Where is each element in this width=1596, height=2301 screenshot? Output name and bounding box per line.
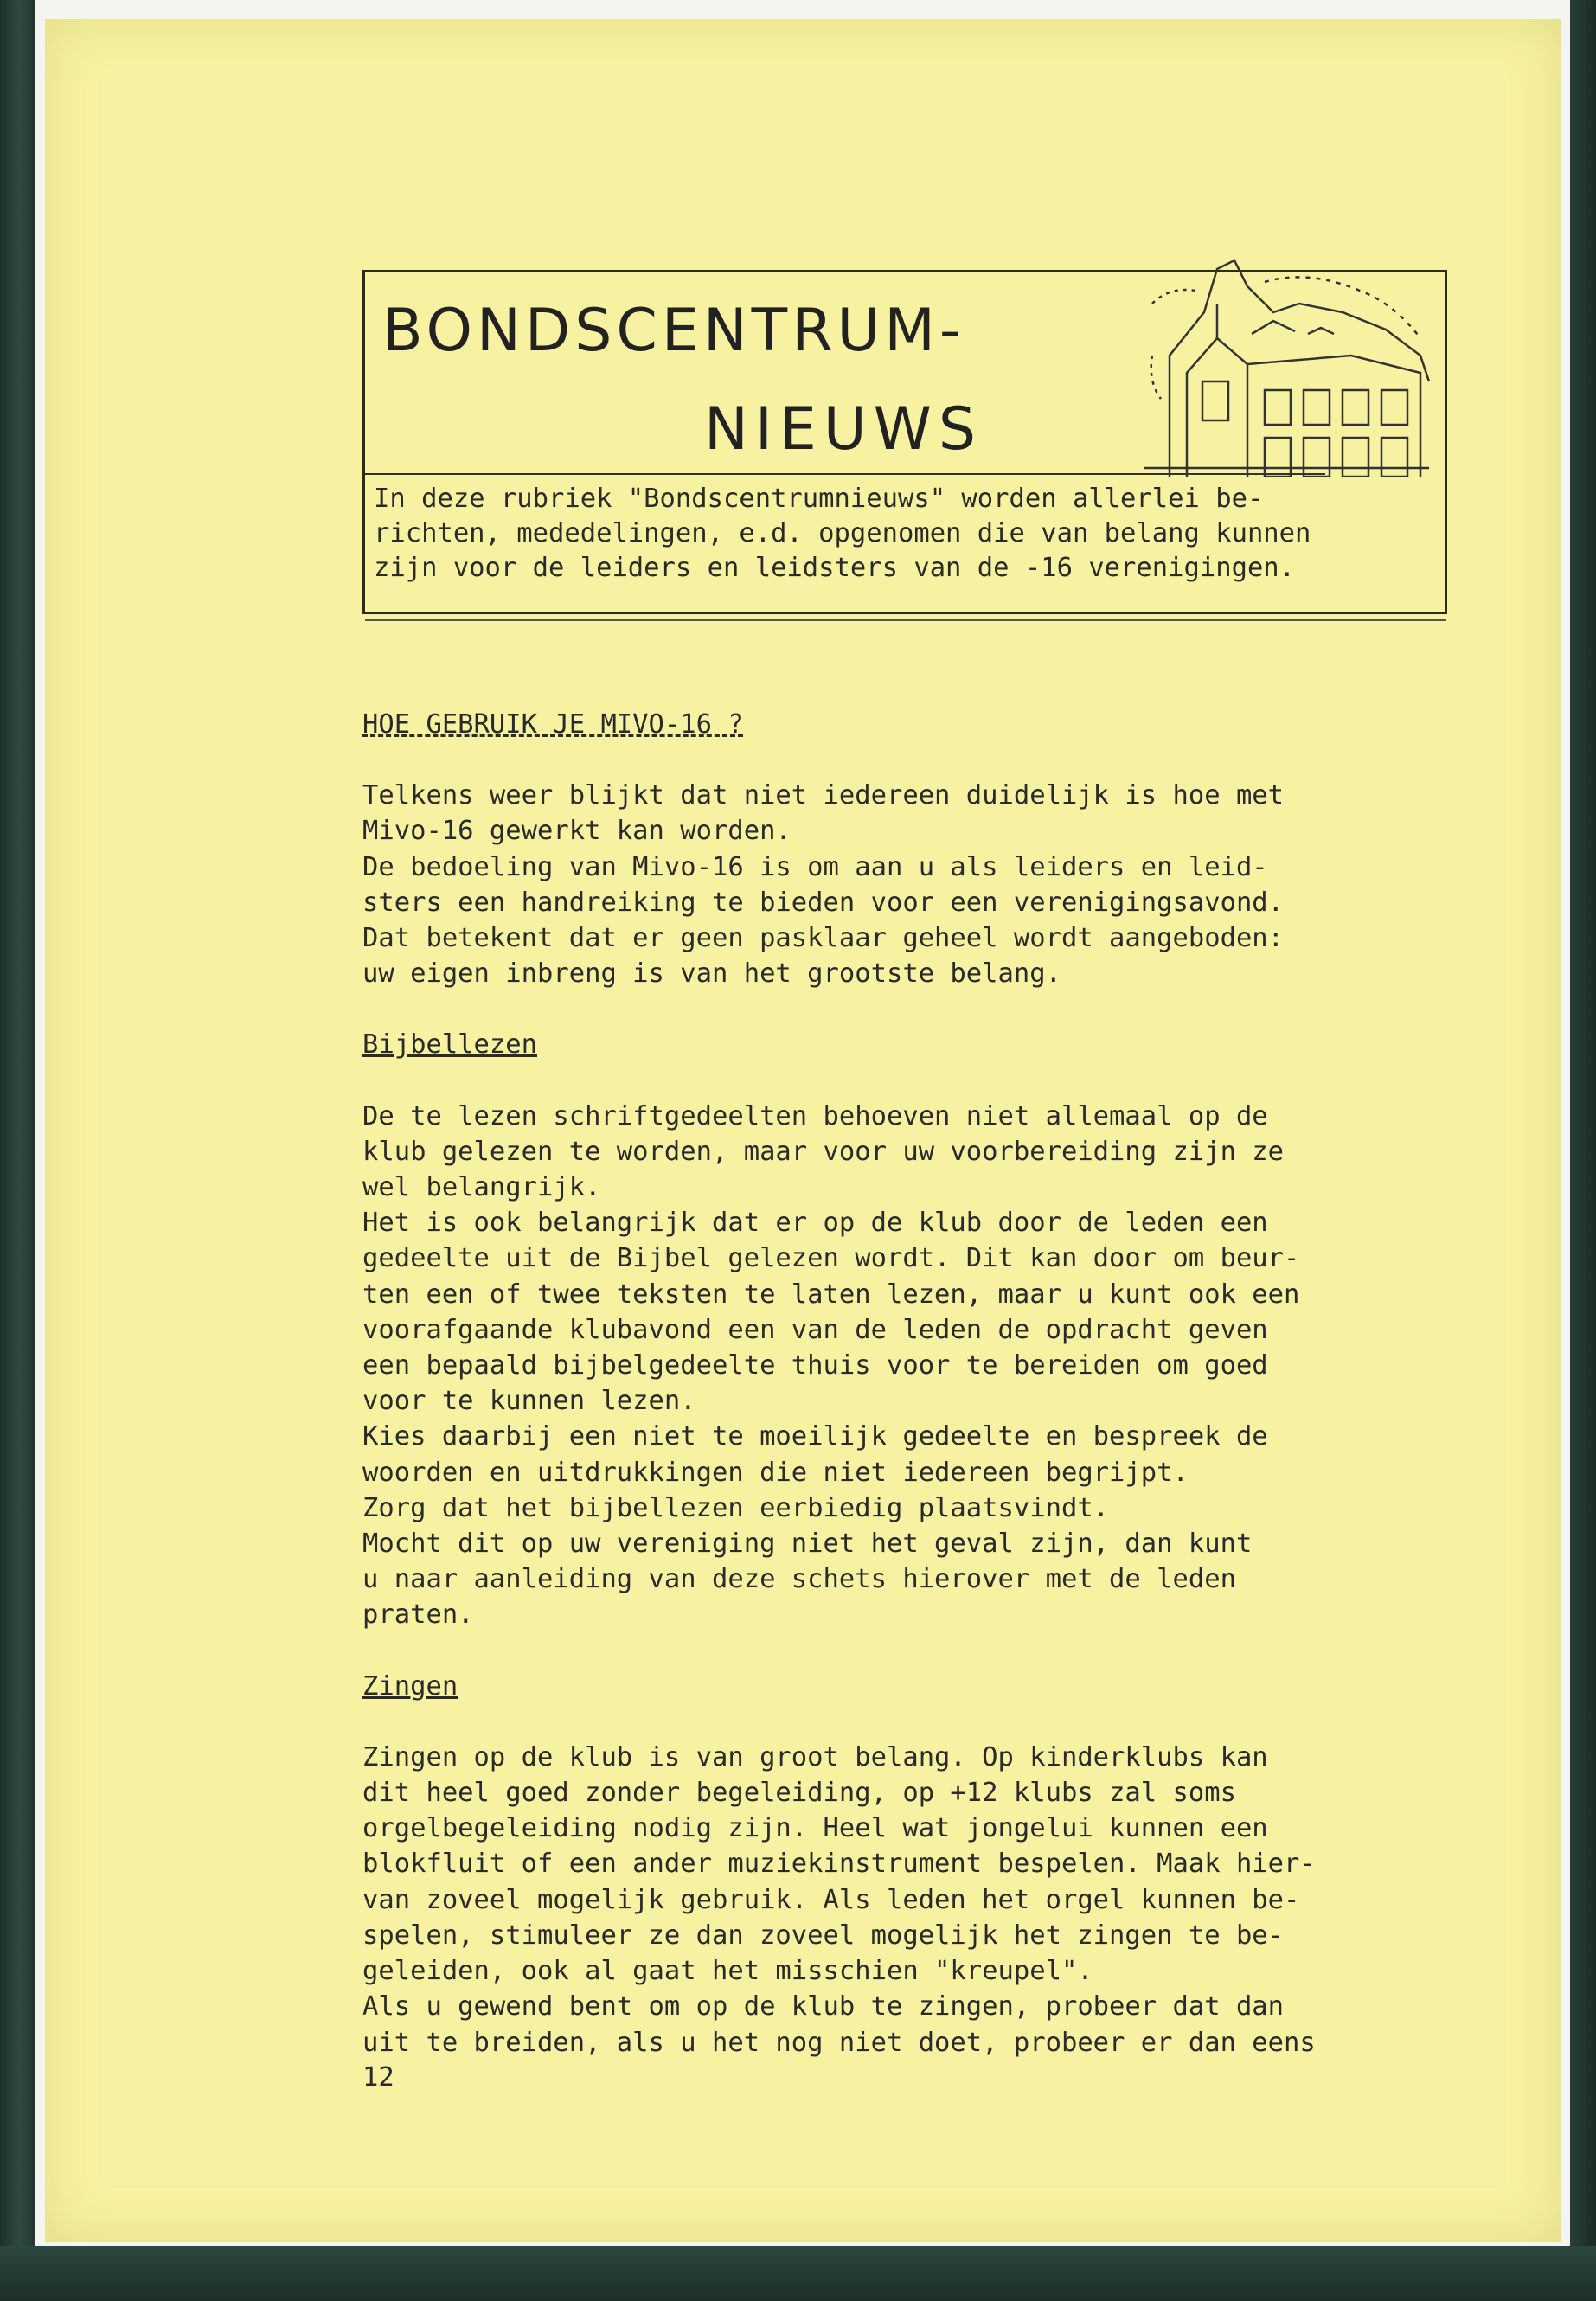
building-illustration-icon [1135,252,1438,477]
article-body [362,707,1487,2061]
rubric-title-line2: NIEUWS [704,395,984,464]
header-divider [365,473,1325,475]
header-bottom-rule [365,619,1446,621]
document-page [45,19,1561,2242]
binding-left [0,0,35,2301]
page-number: 12 [362,2062,394,2093]
rubric-title-line1: BONDSCENTRUM- [382,297,965,365]
binding-bottom [0,2246,1596,2301]
section-paragraph-bijbellezen: De te lezen schriftgedeelten behoeven niet allemaal op de klub gelezen te worden, maar voor uw voorbereiding zijn ze wel belangrijk. Het is ook belangrijk dat er op de klub door de leden een gedeelte uit de Bijbel gelezen wordt. Dit kan door om beur- ten een of twee teksten te laten lezen, maar u kunt ook een voorafgaande klubavond een van de leden de opdracht geven een bepaald bijbelgedeelte thuis voor te bereiden om goed voor te kunnen lezen. Kies daarbij een niet te moeilijk gedeelte en bespreek de woorden en uitdrukkingen die niet iedereen begrijpt. Zorg dat het bijbellezen eerbiedig plaatsvindt. Mocht dit op uw vereniging niet het geval zijn, dan kunt u naar aanleiding van deze schets hierover met de leden praten. [362,1100,1300,1631]
section-heading-mivo: HOE GEBRUIK JE MIVO-16 ? [362,709,744,740]
rubric-intro-text: In deze rubriek "Bondscentrumnieuws" worden allerlei be- richten, mededelingen, e.d. opgenomen die van belang kunnen zijn voor de leiders en leidsters van de -16 verenigingen. [374,484,1311,583]
rubric-header-box [362,270,1447,614]
binding-right [1570,0,1596,2301]
section-paragraph-zingen: Zingen op de klub is van groot belang. Op kinderklubs kan dit heel goed zonder begeleiding, op +12 klubs zal soms orgelbegeleiding nodig zijn. Heel wat jongelui kunnen een blokfluit of een ander muziekinstrument bespelen. Maak hier- van zoveel mogelijk gebruik. Als leden het orgel kunnen be- spelen, stimuleer ze dan zoveel mogelijk het zingen te be- geleiden, ook al gaat het misschien "kreupel". Als u gewend bent om op de klub te zingen, probeer dat dan uit te breiden, als u het nog niet doet, probeer er dan eens [362,1741,1316,2058]
section-heading-zingen: Zingen [362,1670,458,1702]
section-paragraph-mivo: Telkens weer blijkt dat niet iedereen duidelijk is hoe met Mivo-16 gewerkt kan worden. De bedoeling van Mivo-16 is om aan u als leiders en leid- sters een handreiking te bieden voor een verenigingsavond. Dat betekent dat er geen pasklaar geheel wordt aangeboden: uw eigen inbreng is van het grootste belang. [362,780,1285,990]
section-heading-bijbellezen: Bijbellezen [362,1029,537,1061]
